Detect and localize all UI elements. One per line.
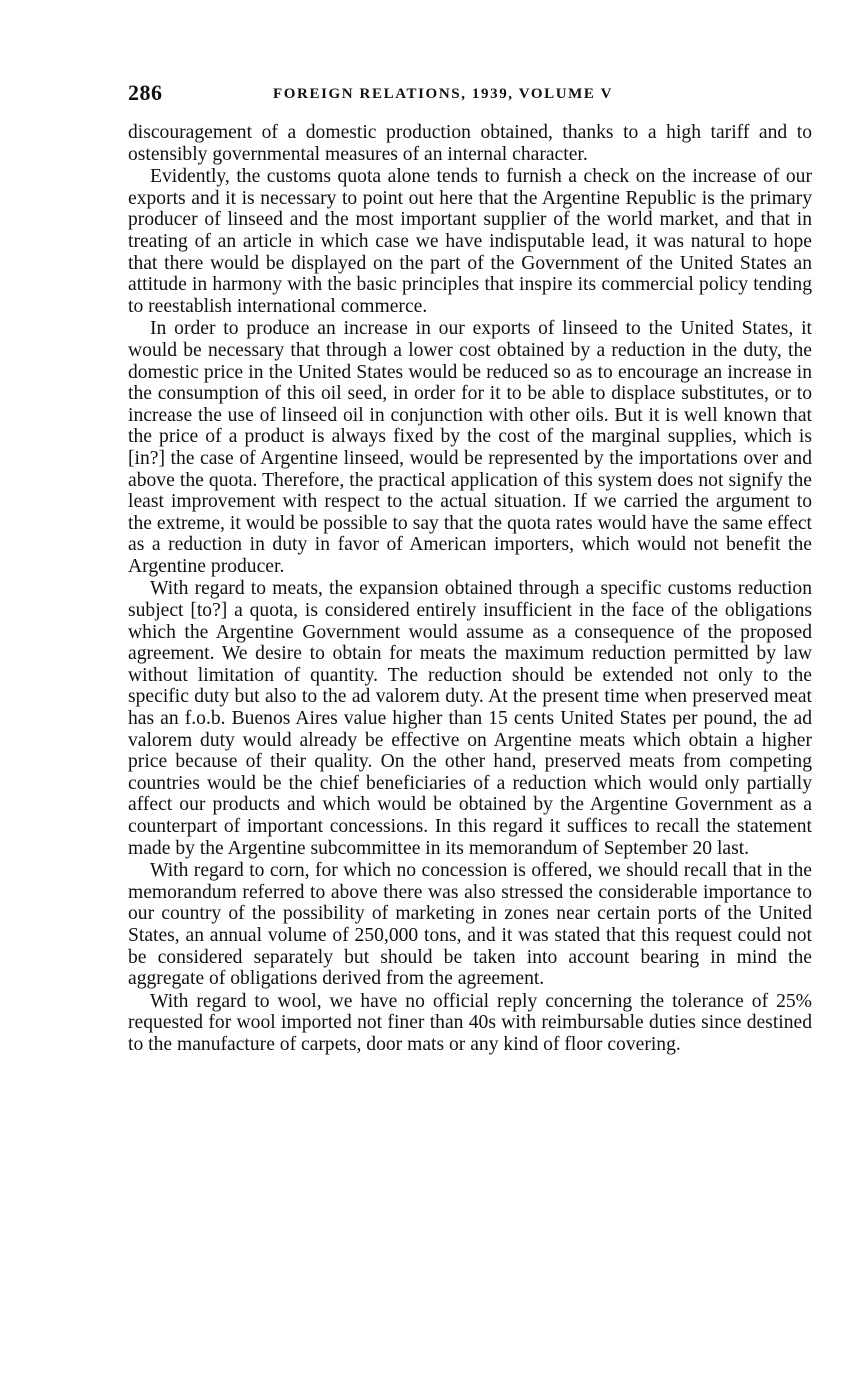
paragraph-continuation: discouragement of a domestic production obtained, thanks to a high tariff and to ostensibly governmental measures of an internal character. (128, 122, 812, 165)
body-text (128, 122, 812, 1056)
paragraph-linseed: In order to produce an increase in our exports of linseed to the United States, it would be necessary that through a lower cost obtained by a reduction in the duty, the domestic price in the United States would be reduced so as to encourage an increase in the consumption of this oil seed, in order for it to be able to displace substitutes, or to increase the use of linseed oil in conjunction with other oils. But it is well known that the price of a product is always fixed by the cost of the marginal supplies, which is [in?] the case of Argentine linseed, would be represented by the importations over and above the quota. Therefore, the practical application of this system does not signify the least improvement with respect to the actual situation. If we carried the argument to the extreme, it would be possible to say that the quota rates would have the same effect as a reduction in duty in favor of American importers, which would not benefit the Argentine producer. (128, 318, 812, 577)
paragraph-corn: With regard to corn, for which no concession is offered, we should recall that in the memorandum referred to above there was also stressed the considerable importance to our country of the possibility of marketing in zones near certain ports of the United States, an annual volume of 250,000 tons, and it was stated that this request could not be considered separately but should be taken into account bearing in mind the aggregate of obligations derived from the agreement. (128, 860, 812, 990)
page-number: 286 (128, 80, 163, 105)
running-head: FOREIGN RELATIONS, 1939, VOLUME V (273, 86, 614, 102)
paragraph-meats: With regard to meats, the expansion obtained through a specific customs reduction subject [to?] a quota, is considered entirely insufficient in the face of the obligations which the Argentine Government would assume as a consequence of the proposed agreement. We desire to obtain for meats the maximum reduction permitted by law without limitation of quantity. The reduction should be extended not only to the specific duty but also to the ad valorem duty. At the present time when preserved meat has an f.o.b. Buenos Aires value higher than 15 cents United States per pound, the ad valorem duty would already be effective on Argentine meats which obtain a higher price because of their quality. On the other hand, preserved meats from competing countries would be the chief beneficiaries of a reduction which would only partially affect our products and which would be obtained by the Argentine Government as a counterpart of important concessions. In this regard it suffices to recall the statement made by the Argentine subcommittee in its memorandum of September 20 last. (128, 578, 812, 859)
paragraph-wool: With regard to wool, we have no official reply concerning the tolerance of 25% requested for wool imported not finer than 40s with reimbursable duties since destined to the manufacture of carpets, door mats or any kind of floor covering. (128, 990, 812, 1055)
document-page (128, 78, 812, 1056)
paragraph-customs-quota: Evidently, the customs quota alone tends to furnish a check on the increase of our exports and it is necessary to point out here that the Argentine Republic is the primary producer of linseed and the most important supplier of the world market, and that in treating of an article in which case we have indisputable lead, it was natural to hope that there would be displayed on the part of the Government of the United States an attitude in harmony with the basic principles that inspire its commercial policy tending to reestablish international commerce. (128, 166, 812, 317)
page-header (128, 78, 812, 118)
